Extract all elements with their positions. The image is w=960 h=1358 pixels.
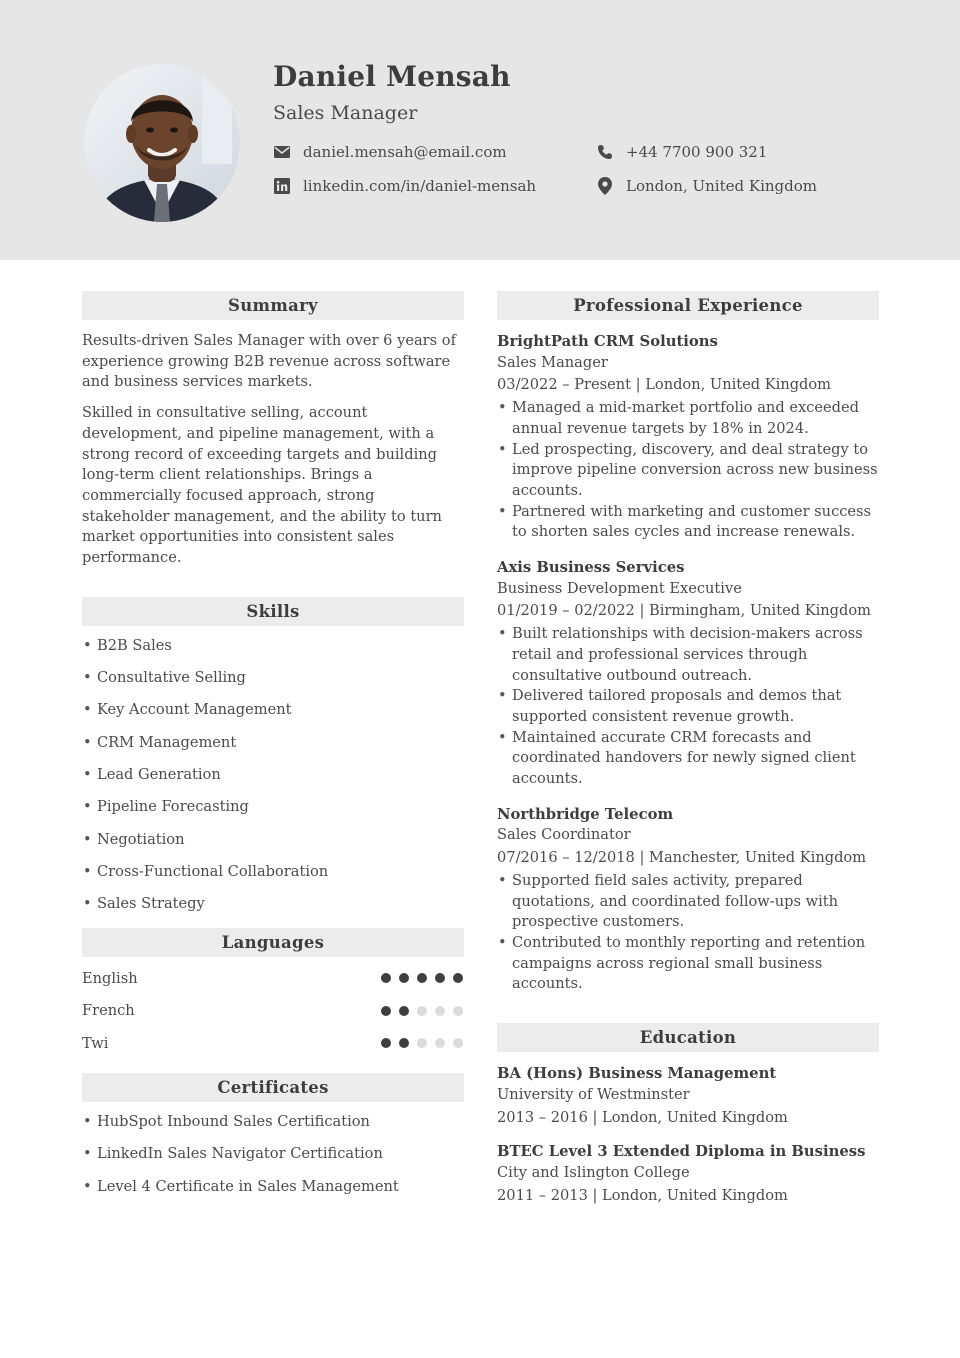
level-dot-filled [381, 1006, 391, 1016]
job-bullet: • Led prospecting, discovery, and deal strategy to improve pipeline conversion across new business accounts. [497, 440, 879, 502]
level-dot-filled [399, 973, 409, 983]
skills-list [82, 636, 464, 914]
job-bullets [497, 871, 879, 995]
summary-heading: Summary [82, 291, 464, 320]
certificates-list [82, 1112, 464, 1197]
languages-heading: Languages [82, 928, 464, 957]
language-name: English [82, 969, 138, 987]
map-pin-icon [596, 177, 614, 195]
candidate-title: Sales Manager [273, 102, 418, 124]
level-dot-empty [435, 1006, 445, 1016]
skill-item: • CRM Management [82, 733, 464, 753]
level-dot-empty [417, 1038, 427, 1048]
job-role: Sales Manager [497, 353, 608, 371]
contact-location [596, 177, 817, 195]
job-bullets [497, 398, 879, 543]
job-entry [497, 805, 879, 995]
skill-item: • Key Account Management [82, 700, 464, 720]
level-dot-filled [381, 1038, 391, 1048]
language-row [82, 1001, 464, 1021]
language-level-dots [381, 973, 463, 983]
job-bullet: • Delivered tailored proposals and demos that supported consistent revenue growth. [497, 686, 879, 727]
job-bullet: • Managed a mid-market portfolio and exceeded annual revenue targets by 18% in 2024. [497, 398, 879, 439]
skills-heading: Skills [82, 597, 464, 626]
experience-heading: Professional Experience [497, 291, 879, 320]
education-heading: Education [497, 1023, 879, 1052]
level-dot-filled [453, 973, 463, 983]
job-meta: 01/2019 – 02/2022 | Birmingham, United Kingdom [497, 602, 871, 620]
phone-icon [596, 143, 614, 161]
level-dot-filled [399, 1006, 409, 1016]
job-bullet: • Contributed to monthly reporting and retention campaigns across regional small business accounts. [497, 933, 879, 995]
skill-item: • Cross-Functional Collaboration [82, 862, 464, 882]
education-entry [497, 1142, 879, 1206]
certificates-heading: Certificates [82, 1073, 464, 1102]
level-dot-empty [417, 1006, 427, 1016]
job-company: BrightPath CRM Solutions [497, 333, 718, 350]
level-dot-filled [417, 973, 427, 983]
location-text: London, United Kingdom [626, 177, 817, 195]
linkedin-text[interactable]: linkedin.com/in/daniel-mensah [303, 177, 537, 195]
education-school: City and Islington College [497, 1163, 690, 1181]
language-name: French [82, 1002, 135, 1020]
education-school: University of Westminster [497, 1085, 690, 1103]
education-degree: BA (Hons) Business Management [497, 1065, 777, 1083]
level-dot-filled [435, 973, 445, 983]
email-text[interactable]: daniel.mensah@email.com [303, 143, 507, 161]
languages-list [82, 968, 464, 1053]
language-level-dots [381, 1006, 463, 1016]
education-meta: 2013 – 2016 | London, United Kingdom [497, 1108, 788, 1126]
candidate-name: Daniel Mensah [273, 60, 511, 93]
job-entry [497, 558, 879, 790]
envelope-icon [273, 143, 291, 161]
skill-item: • Pipeline Forecasting [82, 797, 464, 817]
person-portrait-icon [84, 64, 240, 222]
level-dot-filled [399, 1038, 409, 1048]
education-degree: BTEC Level 3 Extended Diploma in Business [497, 1143, 866, 1161]
level-dot-empty [453, 1006, 463, 1016]
phone-text[interactable]: +44 7700 900 321 [626, 143, 768, 161]
education-meta: 2011 – 2013 | London, United Kingdom [497, 1186, 788, 1204]
certificate-item: • Level 4 Certificate in Sales Management [82, 1177, 464, 1197]
job-entry [497, 332, 879, 543]
skill-item: • Sales Strategy [82, 894, 464, 914]
contact-email[interactable] [273, 143, 507, 161]
job-bullet: • Supported field sales activity, prepared quotations, and coordinated follow-ups with prospective customers. [497, 871, 879, 933]
job-bullet: • Maintained accurate CRM forecasts and coordinated handovers for newly signed client accounts. [497, 728, 879, 790]
language-level-dots [381, 1038, 463, 1048]
skill-item: • Consultative Selling [82, 668, 464, 688]
linkedin-icon [273, 177, 291, 195]
job-role: Sales Coordinator [497, 826, 631, 844]
skill-item: • B2B Sales [82, 636, 464, 656]
level-dot-filled [381, 973, 391, 983]
certificate-item: • HubSpot Inbound Sales Certification [82, 1112, 464, 1132]
left-column [82, 291, 464, 1209]
contact-phone[interactable] [596, 143, 767, 161]
skill-item: • Negotiation [82, 830, 464, 850]
job-meta: 07/2016 – 12/2018 | Manchester, United Kingdom [497, 849, 867, 867]
skill-item: • Lead Generation [82, 765, 464, 785]
job-company: Axis Business Services [497, 559, 685, 577]
right-column [497, 291, 879, 1206]
education-entry [497, 1064, 879, 1128]
language-name: Twi [82, 1034, 109, 1052]
job-bullets [497, 624, 879, 790]
resume-header [0, 0, 960, 260]
level-dot-empty [435, 1038, 445, 1048]
job-role: Business Development Executive [497, 579, 742, 597]
level-dot-empty [453, 1038, 463, 1048]
summary-paragraph: Skilled in consultative selling, account development, and pipeline management, with a strong record of exceeding targets and building long-term client relationships. Brings a commercially focused approach, strong stakeholder management, and the ability to turn market opportunities into consistent sales performance. [82, 404, 442, 567]
job-bullet: • Built relationships with decision-makers across retail and professional services through consultative outbound outreach. [497, 624, 879, 686]
contact-linkedin[interactable] [273, 177, 536, 195]
profile-photo [84, 64, 240, 222]
summary-paragraph: Results-driven Sales Manager with over 6 years of experience growing B2B revenue across software and business services markets. [82, 332, 456, 391]
language-row [82, 1033, 464, 1053]
job-meta: 03/2022 – Present | London, United Kingdom [497, 376, 832, 394]
language-row [82, 968, 464, 988]
certificate-item: • LinkedIn Sales Navigator Certification [82, 1144, 464, 1164]
job-company: Northbridge Telecom [497, 805, 674, 823]
job-bullet: • Partnered with marketing and customer success to shorten sales cycles and increase renewals. [497, 502, 879, 543]
